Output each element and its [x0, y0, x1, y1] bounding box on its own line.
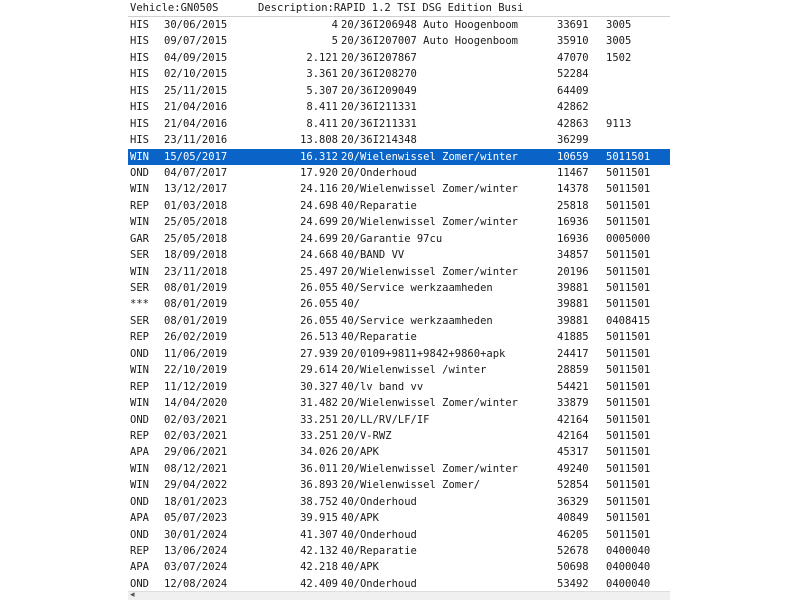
- row-description: 40/APK: [341, 512, 379, 525]
- row-date: 14/04/2020: [164, 397, 228, 410]
- table-row[interactable]: [128, 559, 670, 575]
- row-order-number: 39881: [557, 282, 589, 294]
- row-order-number: 24417: [557, 347, 589, 360]
- row-description: 40/Reparatie: [341, 545, 417, 557]
- row-description: 20/36I207867: [341, 51, 417, 64]
- row-description: 20/Wielenwissel Zomer/winter: [341, 265, 519, 278]
- row-description: 20/LL/RV/LF/IF: [341, 413, 430, 426]
- table-row[interactable]: [128, 247, 670, 263]
- row-code: 5011501: [606, 331, 651, 344]
- row-type: APA: [130, 561, 149, 574]
- row-type: GAR: [130, 232, 149, 245]
- row-order-number: 41885: [557, 331, 589, 344]
- row-mileage: 4: [331, 19, 338, 31]
- row-order-number: 50698: [557, 561, 589, 574]
- row-type: HIS: [130, 101, 149, 114]
- row-mileage: 8.411: [306, 101, 338, 114]
- row-description: 20/36I206948 Auto Hoogenboom: [341, 19, 519, 31]
- row-code: 5011501: [606, 199, 651, 212]
- row-type: OND: [130, 495, 149, 508]
- row-order-number: 16936: [557, 232, 589, 245]
- row-code: 5011501: [606, 413, 651, 426]
- row-type: WIN: [130, 265, 149, 278]
- row-date: 02/10/2015: [164, 68, 228, 81]
- row-code: 5011501: [606, 528, 651, 541]
- row-order-number: 34857: [557, 249, 589, 262]
- row-order-number: 36329: [557, 495, 589, 508]
- row-date: 26/02/2019: [164, 331, 228, 344]
- row-order-number: 42862: [557, 101, 589, 114]
- row-date: 15/05/2017: [164, 150, 228, 163]
- row-type: SER: [130, 282, 149, 294]
- row-order-number: 39881: [557, 298, 589, 311]
- row-code: 0400040: [606, 545, 651, 557]
- row-description: 20/APK: [341, 446, 379, 459]
- row-description: 20/V-RWZ: [341, 429, 392, 442]
- row-code: 5011501: [606, 150, 651, 163]
- row-type: HIS: [130, 51, 149, 64]
- row-date: 25/05/2018: [164, 216, 228, 229]
- row-code: 5011501: [606, 265, 651, 278]
- row-date: 21/04/2016: [164, 101, 228, 114]
- row-order-number: 28859: [557, 364, 589, 377]
- row-date: 08/01/2019: [164, 298, 228, 311]
- row-date: 18/01/2023: [164, 495, 228, 508]
- row-date: 21/04/2016: [164, 117, 228, 130]
- row-description: 20/36I208270: [341, 68, 417, 81]
- table-row[interactable]: [128, 379, 670, 395]
- row-mileage: 26.055: [300, 314, 338, 327]
- row-date: 02/03/2021: [164, 413, 228, 426]
- description-label: Description:RAPID 1.2 TSI DSG Edition Busi: [258, 2, 524, 14]
- row-mileage: 24.116: [300, 183, 338, 196]
- row-type: WIN: [130, 150, 149, 163]
- table-row[interactable]: [128, 165, 670, 181]
- row-date: 29/04/2022: [164, 479, 228, 492]
- row-order-number: 54421: [557, 380, 589, 393]
- row-date: 08/12/2021: [164, 462, 228, 475]
- row-mileage: 26.055: [300, 282, 338, 294]
- row-mileage: 27.939: [300, 347, 338, 360]
- row-code: 0005000: [606, 232, 651, 245]
- table-row[interactable]: [128, 329, 670, 345]
- row-description: 40/Service werkzaamheden: [341, 314, 493, 327]
- row-mileage: 13.808: [300, 134, 338, 147]
- row-type: HIS: [130, 68, 149, 81]
- row-code: 3005: [606, 35, 632, 48]
- row-order-number: 14378: [557, 183, 589, 196]
- row-code: 5011501: [606, 166, 651, 179]
- row-type: OND: [130, 577, 149, 590]
- row-date: 23/11/2016: [164, 134, 228, 147]
- row-type: APA: [130, 512, 149, 525]
- table-row[interactable]: [128, 50, 670, 66]
- table-row[interactable]: [128, 99, 670, 115]
- row-order-number: 33691: [557, 19, 589, 31]
- row-type: REP: [130, 429, 149, 442]
- row-type: WIN: [130, 364, 149, 377]
- row-order-number: 52854: [557, 479, 589, 492]
- row-date: 13/06/2024: [164, 545, 228, 557]
- row-description: 40/lv band vv: [341, 380, 424, 393]
- row-description: 40/Onderhoud: [341, 577, 417, 590]
- table-row[interactable]: [128, 198, 670, 214]
- row-code: 0400040: [606, 577, 651, 590]
- row-type: OND: [130, 166, 149, 179]
- row-description: 20/36I214348: [341, 134, 417, 147]
- table-row[interactable]: [128, 412, 670, 428]
- row-description: 20/Wielenwissel Zomer/winter: [341, 216, 519, 229]
- row-date: 01/03/2018: [164, 199, 228, 212]
- history-list: [128, 17, 670, 592]
- row-date: 08/01/2019: [164, 282, 228, 294]
- row-type: WIN: [130, 183, 149, 196]
- row-mileage: 39.915: [300, 512, 338, 525]
- row-description: 20/36I211331: [341, 101, 417, 114]
- row-code: 5011501: [606, 462, 651, 475]
- table-row[interactable]: [128, 83, 670, 99]
- row-code: 5011501: [606, 282, 651, 294]
- row-code: 5011501: [606, 446, 651, 459]
- row-type: REP: [130, 199, 149, 212]
- row-description: 20/Garantie 97cu: [341, 232, 443, 245]
- row-date: 13/12/2017: [164, 183, 228, 196]
- table-row[interactable]: [128, 543, 670, 559]
- row-order-number: 53492: [557, 577, 589, 590]
- row-description: 20/36I207007 Auto Hoogenboom: [341, 35, 519, 48]
- row-mileage: 29.614: [300, 364, 338, 377]
- row-mileage: 38.752: [300, 495, 338, 508]
- row-order-number: 47070: [557, 51, 589, 64]
- row-code: 5011501: [606, 479, 651, 492]
- row-date: 03/07/2024: [164, 561, 228, 574]
- row-order-number: 46205: [557, 528, 589, 541]
- row-mileage: 5.307: [306, 84, 338, 97]
- row-date: 05/07/2023: [164, 512, 228, 525]
- row-type: HIS: [130, 19, 149, 31]
- row-description: 20/Wielenwissel Zomer/winter: [341, 462, 519, 475]
- row-type: SER: [130, 249, 149, 262]
- row-date: 29/06/2021: [164, 446, 228, 459]
- row-mileage: 16.312: [300, 150, 338, 163]
- table-row[interactable]: [128, 214, 670, 230]
- row-mileage: 26.055: [300, 298, 338, 311]
- row-code: 5011501: [606, 216, 651, 229]
- row-order-number: 10659: [557, 150, 589, 163]
- row-mileage: 34.026: [300, 446, 338, 459]
- row-mileage: 31.482: [300, 397, 338, 410]
- row-mileage: 17.920: [300, 166, 338, 179]
- row-code: 5011501: [606, 429, 651, 442]
- row-order-number: 25818: [557, 199, 589, 212]
- table-row[interactable]: [128, 444, 670, 460]
- table-row[interactable]: [128, 17, 670, 33]
- vehicle-label: Vehicle:GN050S: [130, 2, 219, 14]
- row-order-number: 49240: [557, 462, 589, 475]
- row-description: 20/Wielenwissel /winter: [341, 364, 487, 377]
- row-code: 5011501: [606, 347, 651, 360]
- row-mileage: 41.307: [300, 528, 338, 541]
- row-type: WIN: [130, 216, 149, 229]
- row-mileage: 33.251: [300, 429, 338, 442]
- row-order-number: 39881: [557, 314, 589, 327]
- table-row[interactable]: [128, 346, 670, 362]
- row-mileage: 26.513: [300, 331, 338, 344]
- row-order-number: 16936: [557, 216, 589, 229]
- row-order-number: 42164: [557, 429, 589, 442]
- table-row[interactable]: [128, 264, 670, 280]
- table-row[interactable]: [128, 510, 670, 526]
- row-type: OND: [130, 347, 149, 360]
- row-date: 18/09/2018: [164, 249, 228, 262]
- row-code: 9113: [606, 117, 632, 130]
- row-mileage: 42.409: [300, 577, 338, 590]
- row-mileage: 24.699: [300, 232, 338, 245]
- row-type: HIS: [130, 117, 149, 130]
- row-order-number: 42164: [557, 413, 589, 426]
- row-code: 5011501: [606, 495, 651, 508]
- table-row-selected[interactable]: [128, 149, 670, 165]
- table-row[interactable]: [128, 280, 670, 296]
- row-type: REP: [130, 545, 149, 557]
- row-description: 40/Reparatie: [341, 199, 417, 212]
- list-header: [128, 0, 670, 17]
- table-row[interactable]: [128, 33, 670, 49]
- row-order-number: 36299: [557, 134, 589, 147]
- table-row[interactable]: [128, 362, 670, 378]
- row-mileage: 36.011: [300, 462, 338, 475]
- row-code: 5011501: [606, 298, 651, 311]
- row-description: 40/APK: [341, 561, 379, 574]
- row-mileage: 8.411: [306, 117, 338, 130]
- row-date: 11/12/2019: [164, 380, 228, 393]
- row-type: OND: [130, 528, 149, 541]
- row-date: 02/03/2021: [164, 429, 228, 442]
- row-code: 5011501: [606, 380, 651, 393]
- table-row[interactable]: [128, 313, 670, 329]
- row-mileage: 24.668: [300, 249, 338, 262]
- horizontal-scrollbar[interactable]: [128, 591, 670, 600]
- row-mileage: 30.327: [300, 380, 338, 393]
- row-order-number: 20196: [557, 265, 589, 278]
- row-date: 04/09/2015: [164, 51, 228, 64]
- row-type: ***: [130, 298, 149, 311]
- row-date: 08/01/2019: [164, 314, 228, 327]
- row-description: 20/36I211331: [341, 117, 417, 130]
- row-mileage: 33.251: [300, 413, 338, 426]
- row-type: OND: [130, 413, 149, 426]
- row-date: 23/11/2018: [164, 265, 228, 278]
- row-code: 5011501: [606, 397, 651, 410]
- row-code: 5011501: [606, 183, 651, 196]
- row-mileage: 42.218: [300, 561, 338, 574]
- table-row[interactable]: [128, 181, 670, 197]
- table-row[interactable]: [128, 296, 670, 312]
- row-code: 5011501: [606, 249, 651, 262]
- row-description: 20/Wielenwissel Zomer/winter: [341, 150, 519, 163]
- row-date: 09/07/2015: [164, 35, 228, 48]
- row-type: REP: [130, 380, 149, 393]
- table-row[interactable]: [128, 231, 670, 247]
- table-row[interactable]: [128, 494, 670, 510]
- vehicle-history-panel: [128, 0, 670, 600]
- row-mileage: 42.132: [300, 545, 338, 557]
- row-mileage: 24.699: [300, 216, 338, 229]
- row-description: 20/Wielenwissel Zomer/: [341, 479, 481, 492]
- row-date: 12/08/2024: [164, 577, 228, 590]
- row-description: 20/Wielenwissel Zomer/winter: [341, 183, 519, 196]
- row-order-number: 35910: [557, 35, 589, 48]
- row-mileage: 25.497: [300, 265, 338, 278]
- row-type: HIS: [130, 35, 149, 48]
- row-description: 40/Onderhoud: [341, 495, 417, 508]
- row-date: 25/05/2018: [164, 232, 228, 245]
- row-order-number: 33879: [557, 397, 589, 410]
- row-date: 30/06/2015: [164, 19, 228, 31]
- table-row[interactable]: [128, 132, 670, 148]
- row-description: 20/Onderhoud: [341, 166, 417, 179]
- row-order-number: 52284: [557, 68, 589, 81]
- row-type: APA: [130, 446, 149, 459]
- row-date: 25/11/2015: [164, 84, 228, 97]
- row-type: REP: [130, 331, 149, 344]
- row-order-number: 45317: [557, 446, 589, 459]
- row-description: 40/Reparatie: [341, 331, 417, 344]
- table-row[interactable]: [128, 395, 670, 411]
- row-mileage: 24.698: [300, 199, 338, 212]
- row-order-number: 52678: [557, 545, 589, 557]
- table-row[interactable]: [128, 66, 670, 82]
- row-order-number: 40849: [557, 512, 589, 525]
- row-description: 20/0109+9811+9842+9860+apk: [341, 347, 506, 360]
- row-order-number: 64409: [557, 84, 589, 97]
- row-date: 11/06/2019: [164, 347, 228, 360]
- table-row[interactable]: [128, 116, 670, 132]
- row-code: 0408415: [606, 314, 651, 327]
- row-description: 40/BAND VV: [341, 249, 405, 262]
- table-row[interactable]: [128, 576, 670, 592]
- row-code: 5011501: [606, 364, 651, 377]
- row-date: 30/01/2024: [164, 528, 228, 541]
- row-mileage: 2.121: [306, 51, 338, 64]
- row-code: 0400040: [606, 561, 651, 574]
- row-order-number: 11467: [557, 166, 589, 179]
- row-description: 20/36I209049: [341, 84, 417, 97]
- scroll-left-arrow-icon[interactable]: ◂: [130, 590, 135, 600]
- row-description: 40/Onderhoud: [341, 528, 417, 541]
- row-type: HIS: [130, 84, 149, 97]
- row-date: 04/07/2017: [164, 166, 228, 179]
- row-description: 40/: [341, 298, 360, 311]
- row-mileage: 3.361: [306, 68, 338, 81]
- row-code: 3005: [606, 19, 632, 31]
- row-order-number: 42863: [557, 117, 589, 130]
- row-mileage: 5: [331, 35, 338, 48]
- row-date: 22/10/2019: [164, 364, 228, 377]
- row-description: 20/Wielenwissel Zomer/winter: [341, 397, 519, 410]
- table-row[interactable]: [128, 461, 670, 477]
- row-type: WIN: [130, 462, 149, 475]
- table-row[interactable]: [128, 428, 670, 444]
- table-row[interactable]: [128, 527, 670, 543]
- row-mileage: 36.893: [300, 479, 338, 492]
- table-row[interactable]: [128, 477, 670, 493]
- row-code: 1502: [606, 51, 632, 64]
- row-code: 5011501: [606, 512, 651, 525]
- row-type: WIN: [130, 397, 149, 410]
- row-description: 40/Service werkzaamheden: [341, 282, 493, 294]
- row-type: SER: [130, 314, 149, 327]
- row-type: WIN: [130, 479, 149, 492]
- row-type: HIS: [130, 134, 149, 147]
